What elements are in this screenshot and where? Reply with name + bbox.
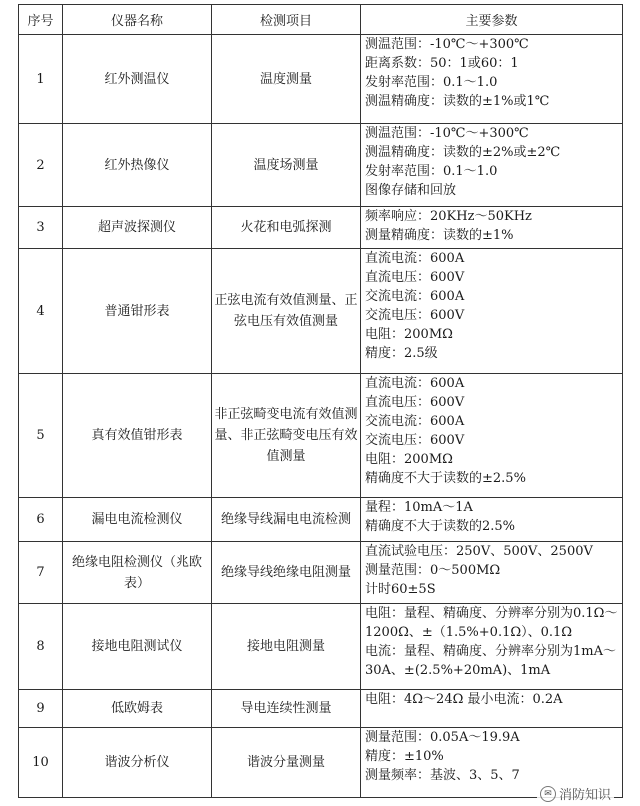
param-line: 测温范围：-10℃～+300℃: [365, 37, 529, 52]
param-line: 精确度不大于读数的2.5%: [365, 519, 516, 534]
watermark-text: 消防知识: [558, 788, 611, 803]
param-line: 测温精确度：读数的±2%或±2℃: [365, 145, 561, 160]
param-line: 电阻：量程、精确度、分辨率分别为0.1Ω～: [365, 606, 618, 621]
row-number: 7: [19, 542, 63, 604]
param-line: 图像存储和回放: [365, 183, 457, 198]
instrument-name: 接地电阻测试仪: [63, 604, 212, 690]
wechat-icon: ✉: [540, 786, 556, 802]
main-params: [361, 604, 623, 690]
param-line: 测量频率：基波、3、5、7: [365, 768, 520, 783]
table-row: [19, 498, 623, 542]
param-line: 交流电压：600V: [365, 308, 465, 323]
main-params: [361, 542, 623, 604]
row-number: 8: [19, 604, 63, 690]
param-line: 直流电流：600A: [365, 376, 465, 391]
param-line: 测量范围：0～500MΩ: [365, 563, 501, 578]
test-item: 火花和电弧探测: [212, 207, 361, 249]
main-params: [361, 690, 623, 728]
param-line: 电阻：4Ω～24Ω 最小电流：0.2A: [365, 692, 563, 707]
test-item: 接地电阻测量: [212, 604, 361, 690]
param-line: 电阻：200MΩ: [365, 452, 453, 467]
instrument-name: 低欧姆表: [63, 690, 212, 728]
row-number: 1: [19, 35, 63, 124]
instrument-name: 红外热像仪: [63, 124, 212, 207]
row-number: 5: [19, 374, 63, 498]
param-line: 距离系数：50：1或60：1: [365, 56, 519, 71]
param-line: 精度：2.5级: [365, 346, 438, 361]
instrument-name: 红外测温仪: [63, 35, 212, 124]
header-row: [19, 5, 623, 35]
instrument-name: 绝缘电阻检测仪（兆欧表）: [63, 542, 212, 604]
param-line: 测量范围：0.05A～19.9A: [365, 730, 520, 745]
row-number: 4: [19, 249, 63, 374]
main-params: [361, 124, 623, 207]
test-item: 温度场测量: [212, 124, 361, 207]
header-name: 仪器名称: [63, 5, 212, 35]
param-line: 直流电压：600V: [365, 270, 465, 285]
instrument-name: 真有效值钳形表: [63, 374, 212, 498]
main-params: [361, 498, 623, 542]
header-params: 主要参数: [361, 5, 623, 35]
test-item: 绝缘导线绝缘电阻测量: [212, 542, 361, 604]
param-line: 计时60±5S: [365, 582, 436, 597]
table-row: [19, 207, 623, 249]
param-line: 频率响应：20KHz～50KHz: [365, 209, 532, 224]
table-row: [19, 690, 623, 728]
param-line: 电阻：200MΩ: [365, 327, 453, 342]
main-params: [361, 35, 623, 124]
test-item: 绝缘导线漏电电流检测: [212, 498, 361, 542]
header-no: 序号: [19, 5, 63, 35]
param-line: 测量精确度：读数的±1%: [365, 228, 514, 243]
param-line: 测温精确度：读数的±1%或1℃: [365, 94, 550, 109]
instrument-name: 漏电电流检测仪: [63, 498, 212, 542]
param-line: 交流电流：600A: [365, 289, 465, 304]
instrument-name: 超声波探测仪: [63, 207, 212, 249]
param-line: 交流电压：600V: [365, 433, 465, 448]
instrument-table: [18, 4, 623, 798]
table-row: [19, 249, 623, 374]
param-line: 电流：量程、精确度、分辨率分别为1mA～: [365, 644, 616, 659]
table-row: [19, 374, 623, 498]
param-line: 交流电流：600A: [365, 414, 465, 429]
row-number: 6: [19, 498, 63, 542]
param-line: 测温范围：-10℃～+300℃: [365, 126, 529, 141]
table-row: [19, 728, 623, 798]
row-number: 3: [19, 207, 63, 249]
watermark: [537, 783, 614, 804]
test-item: 温度测量: [212, 35, 361, 124]
instrument-name: 谐波分析仪: [63, 728, 212, 798]
row-number: 2: [19, 124, 63, 207]
param-line: 30A、±(2.5%+20mA)、1mA: [365, 663, 551, 678]
main-params: [361, 207, 623, 249]
param-line: 直流电流：600A: [365, 251, 465, 266]
instrument-name: 普通钳形表: [63, 249, 212, 374]
main-params: [361, 249, 623, 374]
test-item: 谐波分量测量: [212, 728, 361, 798]
row-number: 10: [19, 728, 63, 798]
test-item: 非正弦畸变电流有效值测量、非正弦畸变电压有效值测量: [212, 374, 361, 498]
table-row: [19, 35, 623, 124]
param-line: 发射率范围：0.1～1.0: [365, 164, 498, 179]
row-number: 9: [19, 690, 63, 728]
param-line: 精度：±10%: [365, 749, 444, 764]
param-line: 1200Ω、±（1.5%+0.1Ω）、0.1Ω: [365, 625, 573, 640]
table-row: [19, 604, 623, 690]
test-item: 导电连续性测量: [212, 690, 361, 728]
test-item: 正弦电流有效值测量、正弦电压有效值测量: [212, 249, 361, 374]
param-line: 发射率范围：0.1～1.0: [365, 75, 498, 90]
param-line: 量程：10mA～1A: [365, 500, 473, 515]
table-row: [19, 542, 623, 604]
main-params: [361, 374, 623, 498]
table-row: [19, 124, 623, 207]
param-line: 精确度不大于读数的±2.5%: [365, 471, 526, 486]
param-line: 直流电压：600V: [365, 395, 465, 410]
param-line: 直流试验电压：250V、500V、2500V: [365, 544, 593, 559]
header-item: 检测项目: [212, 5, 361, 35]
